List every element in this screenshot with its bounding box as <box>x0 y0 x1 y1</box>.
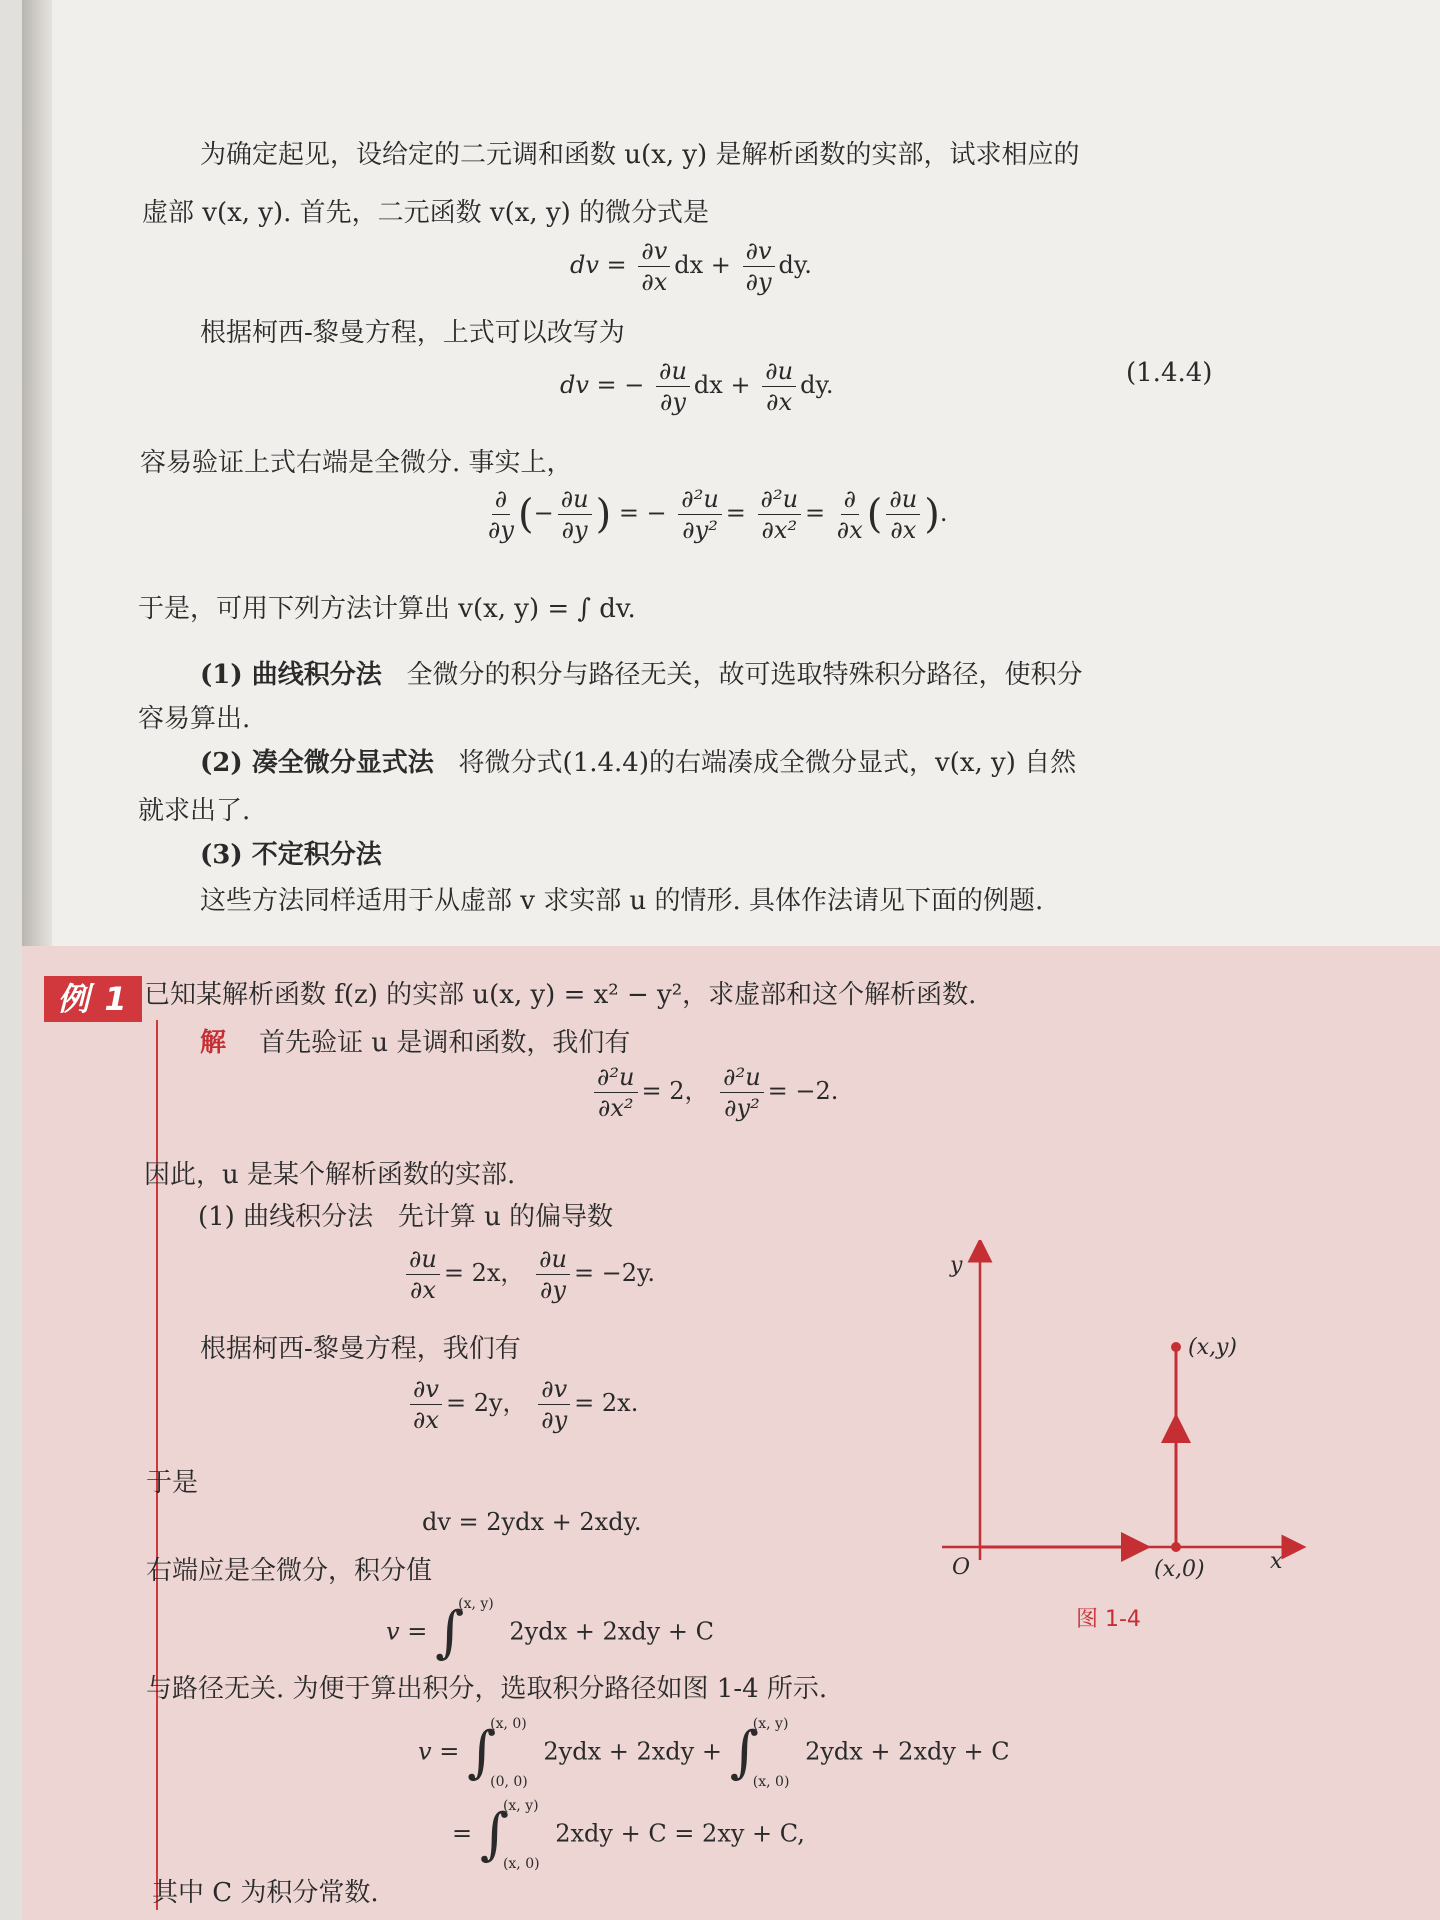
paragraph-line: 容易验证上式右端是全微分. 事实上， <box>140 448 573 478</box>
example-statement: 已知某解析函数 f(z) 的实部 u(x, y) = x² − y²，求虚部和这个解析函数. <box>144 980 977 1010</box>
example-tag: 例 1 <box>44 976 142 1022</box>
method-text: 将微分式(1.4.4)的右端凑成全微分显式，v(x, y) 自然 <box>458 748 1077 778</box>
method-text: 先计算 u 的偏导数 <box>397 1202 614 1232</box>
fraction: $\frac{\partial}{\partial x}$ <box>836 485 863 544</box>
fraction: $\frac{\text{∂²u}}{\text{∂y²}}$ <box>720 1062 764 1123</box>
fraction: $\frac{\partial}{\partial y}$ <box>488 485 514 544</box>
fraction: $\frac{\partial v}{\partial x}$ <box>638 236 670 297</box>
solution-label: 解 <box>200 1028 227 1058</box>
solution-text: 首先验证 u 是调和函数，我们有 <box>259 1028 631 1058</box>
equation-partials-u <box>402 1244 655 1305</box>
paragraph-line: 根据柯西-黎曼方程，上式可以改写为 <box>200 318 625 348</box>
fraction: $\frac{\partial v}{\partial y}$ <box>743 236 775 297</box>
upper-limit: (x, y) <box>458 1596 494 1612</box>
paragraph-line: 与路径无关. 为便于算出积分，选取积分路径如图 1-4 所示. <box>146 1674 828 1704</box>
equation-path-integral <box>418 1716 1010 1790</box>
equation-text: = 2x. <box>574 1389 639 1417</box>
equation-dv-total: dv = 2ydx + 2xdy. <box>422 1508 642 1536</box>
equation-partials-v <box>406 1374 638 1435</box>
fraction: $\frac{\text{∂²u}}{\text{∂x²}}$ <box>758 484 802 545</box>
method-1-line <box>198 1200 613 1234</box>
fraction: $\frac{\partial u}{\partial x}$ <box>886 484 920 545</box>
paragraph-line: 这些方法同样适用于从虚部 v 求实部 u 的情形. 具体作法请见下面的例题. <box>200 886 1044 916</box>
figure-caption: 图 1-4 <box>1076 1607 1141 1632</box>
equation-text: 2xdy + C = 2xy + C, <box>555 1819 805 1848</box>
equation-text: = 2， <box>641 1077 709 1105</box>
equation-dv-cauchy-riemann: dv = − $\frac{\partial u}{\partial y}$ dx + $\frac{\partial u}{\partial x}$ dy. <box>560 357 834 416</box>
paragraph-line: 根据柯西-黎曼方程，我们有 <box>200 1334 521 1364</box>
fraction: $\frac{\partial v}{\partial y}$ <box>538 1374 570 1435</box>
upper-limit: (x, y) <box>752 1716 789 1732</box>
lower-limit: (x, 0) <box>752 1774 790 1790</box>
method-label: (1) 曲线积分法 <box>200 660 382 690</box>
integral-sign: ∫ <box>479 1802 509 1867</box>
paragraph-line: 就求出了. <box>138 796 251 826</box>
equation-text: v = <box>418 1737 460 1766</box>
upper-limit: (x, 0) <box>490 1716 527 1732</box>
point-x0-marker <box>1171 1542 1181 1552</box>
equation-exactness-check: $\frac{\partial}{\partial y}$ (− $\frac{\partial u}{\partial y}$ ) = − $\frac{\text{∂²u}}{\text{∂y²}}$ = $\frac{\text{∂²u}}{\text{∂x²}}$ = $\frac{\partial}{\partial x}$ ( $\frac{\partial u}{\partial x}$ ). <box>488 485 948 544</box>
point-xy-label: (x,y) <box>1188 1335 1237 1360</box>
equation-text: = <box>452 1819 473 1848</box>
fraction: $\frac{\partial u}{\partial y}$ <box>536 1244 570 1305</box>
equation-number: (1.4.4) <box>1126 358 1213 388</box>
integral-sign: ∫ <box>729 1720 759 1785</box>
fraction: $\frac{\partial u}{\partial x}$ <box>762 356 796 417</box>
equation-text: = −2y. <box>573 1259 656 1287</box>
equation-text: dv = <box>570 251 627 279</box>
method-2 <box>200 746 1076 780</box>
equation-text: = −2. <box>767 1077 839 1105</box>
paragraph-line: 于是 <box>146 1468 199 1498</box>
paragraph-line: 为确定起见，设给定的二元调和函数 u(x, y) 是解析函数的实部，试求相应的 <box>200 140 1080 170</box>
equation-text: dv = − <box>560 371 645 399</box>
fraction: $\frac{\partial v}{\partial x}$ <box>410 1374 442 1435</box>
integral-limits <box>503 1798 540 1872</box>
equation-v-integral <box>386 1596 714 1670</box>
paragraph-line: 其中 C 为积分常数. <box>152 1878 379 1908</box>
method-label: (1) 曲线积分法 <box>198 1202 374 1232</box>
paragraph-line: 虚部 v(x, y). 首先，二元函数 v(x, y) 的微分式是 <box>142 198 710 228</box>
method-text: 全微分的积分与路径无关，故可选取特殊积分路径，使积分 <box>406 660 1083 690</box>
paragraph-line: 容易算出. <box>138 704 251 734</box>
fraction: $\frac{\partial u}{\partial y}$ <box>656 356 690 417</box>
paragraph-line: 右端应是全微分，积分值 <box>146 1556 433 1586</box>
point-x0-label: (x,0) <box>1154 1557 1205 1582</box>
solution-line <box>200 1026 630 1060</box>
lower-limit: (x, 0) <box>502 1856 540 1872</box>
paragraph-line: 因此，u 是某个解析函数的实部. <box>144 1160 516 1190</box>
book-page <box>22 0 1440 1920</box>
fraction: $\frac{\partial u}{\partial y}$ <box>558 484 592 545</box>
upper-limit: (x, y) <box>502 1798 539 1814</box>
x-axis-label: x <box>1270 1549 1283 1574</box>
point-xy-marker <box>1171 1342 1181 1352</box>
equation-text: dy. <box>800 371 834 399</box>
equation-text: . <box>939 499 948 527</box>
equation-text: 2ydx + 2xdy + C <box>805 1737 1010 1766</box>
equation-path-result <box>452 1798 805 1872</box>
figure-integration-path <box>922 1240 1322 1640</box>
integral-sign: ∫ <box>434 1600 465 1665</box>
paragraph-line: 于是，可用下列方法计算出 v(x, y) = ∫ dv. <box>138 594 636 624</box>
equation-text: dy. <box>778 251 812 279</box>
integral-limits <box>753 1716 790 1790</box>
equation-text: v = <box>386 1617 428 1646</box>
equation-second-derivatives <box>590 1062 838 1123</box>
equation-dv-definition: dv = $\frac{\partial v}{\partial x}$ dx + $\frac{\partial v}{\partial y}$ dy. <box>570 237 812 296</box>
fraction: $\frac{\text{∂²u}}{\text{∂x²}}$ <box>594 1062 638 1123</box>
equation-text: 2ydx + 2xdy + C <box>509 1617 714 1646</box>
fraction: $\frac{\partial u}{\partial x}$ <box>406 1244 440 1305</box>
y-axis-label: y <box>950 1253 963 1278</box>
integral-sign: ∫ <box>466 1720 497 1785</box>
lower-limit: (0, 0) <box>490 1774 528 1790</box>
equation-text: = 2y， <box>445 1389 527 1417</box>
method-label: (3) 不定积分法 <box>200 840 382 870</box>
method-label: (2) 凑全微分显式法 <box>200 748 434 778</box>
example-rule <box>156 1020 158 1910</box>
integral-limits <box>458 1596 494 1670</box>
equation-text: = 2x， <box>443 1259 525 1287</box>
equation-text: 2ydx + 2xdy + <box>543 1737 722 1766</box>
fraction: $\frac{\text{∂²u}}{\text{∂y²}}$ <box>678 484 722 545</box>
method-1 <box>200 658 1083 692</box>
origin-label: O <box>952 1555 971 1580</box>
integral-limits <box>490 1716 528 1790</box>
